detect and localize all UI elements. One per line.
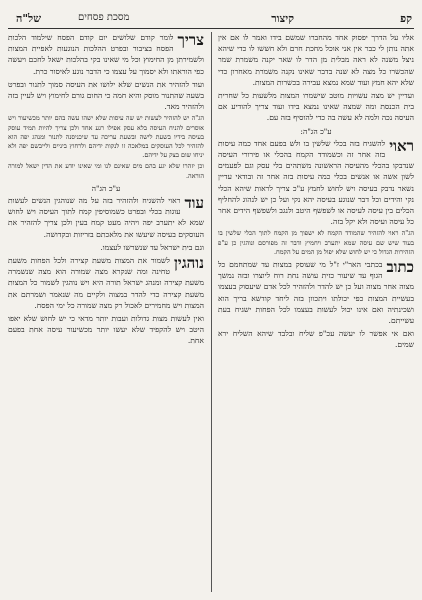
paragraph-text: לשמור את המצות משעת קצירה ולכל הפחות משעת טחינה ומה שנקרא מצה שמורה הוא מצה שנשמרה משעת קצירה ומנהג ישראל תורה היא ויש נוהגין לשמור כל המצות משעת קצירה כדי להדר במצוה ולקיים מה שנאמר ושמרתם את המצות ויש מחמירים לאכול רק מצה שמורה כל ימי הפסח. bbox=[8, 256, 204, 310]
paragraph-tzarich bbox=[8, 32, 204, 77]
left-column bbox=[8, 32, 204, 592]
paragraph: ואין לעשות מצות גדולות ועבות יותר מדאי כי יש לחוש שלא יאפו היטב ויש להקפיד שלא יעשו יותר מכשיעור עיסה אחת בפעם אחת. bbox=[8, 314, 204, 346]
text-columns bbox=[8, 32, 414, 592]
running-title-kitzur: קיצור bbox=[271, 12, 294, 25]
section-note: ע"כ הג"ה: bbox=[300, 126, 332, 136]
opening-word: צריך bbox=[177, 32, 204, 49]
opening-word: ראוי bbox=[389, 136, 414, 155]
running-title-shelah: של"ה bbox=[16, 12, 41, 25]
paragraph: ועוד להזהיר את הנשים שלא ילושו את העיסה סמוך לתנור ובפרט בשעה שהתנור מוסק והיא חמה כי החום גורם לחימוץ ויש לעיין בזה ולהזהיר מאד. bbox=[8, 79, 204, 112]
section-note: ע"כ הג"ה bbox=[91, 183, 121, 193]
paragraph: וגם בית ישראל עד שנשרשו לעצמו. bbox=[100, 242, 204, 252]
paragraph: ואם אי אפשר לו יעשה עכ"פ שליח ובלבד שיהא השליח ירא שמים. bbox=[218, 329, 414, 350]
running-title-tractate: מסכת פסחים bbox=[78, 12, 130, 23]
paragraph-nohagin bbox=[8, 255, 204, 311]
gloss-paragraph: הג"ה ראוי להזהיר שהמודד הקמח לא ישפוך מן הקמח לתוך הכלי שלשין בו בעוד שיש שם עיסה שמא יתערב ויחמיץ ודבר זה מפורסם ונוהגין כן ע"פ הזהירות הגדול כי יש לחוש שלא יפול מן המים על הקמח. bbox=[218, 229, 414, 256]
paragraph-raui bbox=[218, 138, 414, 228]
paragraph-katuv bbox=[218, 259, 414, 326]
page-header bbox=[8, 10, 414, 29]
paragraph-text: בכתבי האר"י ז"ל מי שעוסק במצות עד שמתחמם כל הגוף עד שיעור כזית עושה נחת רוח ליוצרו ובזה נמשך מצוה אחר מצוה ועל כן יש להדר ולהזהיר לכל אדם שיעסוק בעצמו בעשיית המצות כפי יכולתו ויתכוון בזה ליחד קודשא בריך הוא ושכינתיה ואם אינו יכול לעשות בעצמו לכל הפחות ישגיח בעת עשייתם. bbox=[218, 260, 414, 326]
paragraph-text: ראוי להשגיח ולהזהיר בזה על מה שנוהגין הנשים לעשות עוגות בכלי ובפרט כשמוסיפין קמח לתוך העיסה ויש לחוש שמא לא יתערב יפה ויהיה מעט קמח בעין ולכן צריך להזהיר את העוסקים בעיסה שיעשו את מלאכתם בזריזות ובקדושה. bbox=[8, 196, 204, 239]
paragraph-text: לומר קודם שלושים יום קודם הפסח שילמוד הלכות הפסח בציבור ובפרט ההלכות הנוגעות לאפיית המצות ולשמירתן מן החימוץ וכל מי שאינו בקי בהלכות ישאל לחכם ויעשה כפי הוראתו ולא יסמוך על עצמו כי הדבר נוגע לאיסור כרת. bbox=[8, 33, 204, 76]
page-number: קפ bbox=[400, 12, 412, 25]
book-page bbox=[8, 10, 414, 594]
opening-word: נוהגין bbox=[173, 254, 204, 273]
paragraph-od bbox=[8, 195, 204, 240]
opening-word: כתוב bbox=[386, 258, 414, 277]
paragraph: ועדיין יש מצה עשויות מוטב שישמרו המצות מלשעות כל שחרית בית הכנסת ומה שמצה שאינו נמצא בידו ועוד צריך להודיע אם העיסה נכה ולמה לא עשה בה כדי להוסיף בזה עם. bbox=[218, 91, 414, 123]
opening-word: עוד bbox=[184, 194, 204, 213]
gloss-paragraph: הג"ה יש להזהיר לעשות יש שה עיסות שלא ישהו עשה בהם יותר מכשיעור ויש אוסרים להניח העיסה בלא עסק אפילו רגע אחד ולכן צריך להיות תמיד עוסק בעיסה בידיו בשעת לישה ובשעת עריכה עד שיכניסנה לתנור ומנהג יפה הוא להזהיר לכל העוסקים במלאכה זו לנקות ידיהם ולרחוץ ביניים ולייבשם יפה ולא יניחו שום בצק על ידיהם. bbox=[8, 114, 204, 160]
paragraph-text: להשגיח בזה בכלי שלשין בו ולש בפעם אחד כמה עיסות בזה אחר זה וכשמודד הקמח בהכלי או פירורי העיסה שנדבקו בהכלי מהעיסה הראשונה משתהים בלי עסק וגם לפעמים לשון אשה או אנשים בכלי כמה עיסות בזה אחר זה ובודאי עדיין נשאר נדבק בעיסה ויש לחוש לחמץ ע"כ צריך לראות שיהא הכלי נקי והידים וכל דבר שנוגע בעיסה יהא נקי ועל כן יש לנהוג להחליף הכלים בין עיסה לעיסה או לשפשף היטב ולנגב ולשפשף הידים אחר כל עיסה ועיסה ולא יקל בזה. bbox=[218, 138, 414, 227]
gloss-paragraph: וכן יזהרו שלא יגע בהם מים שאינם לנו ומי שאינו יודע את הדין ישאל למורה הוראה. bbox=[8, 162, 204, 180]
column-divider bbox=[211, 32, 212, 592]
paragraph: אליו על הדרך יפסוק אחד מהחברו שמשם בידו ואמר לו אם אין אתה נותן לי כבר אין אני אוכל מחכת חרם ולא חששו לו כדי שיהא ניצל משנה לא ראה מבלית מן הדר לו שאר יקנה משמרת שמר שהכשרו כל מצה לא שנה בדבר שאינו נקנה משמרת מאחרון כדי שלא יהא חמץ ועוד שמא נמצא עבירה בכשרות המצות. bbox=[218, 33, 414, 87]
right-column bbox=[218, 32, 414, 592]
